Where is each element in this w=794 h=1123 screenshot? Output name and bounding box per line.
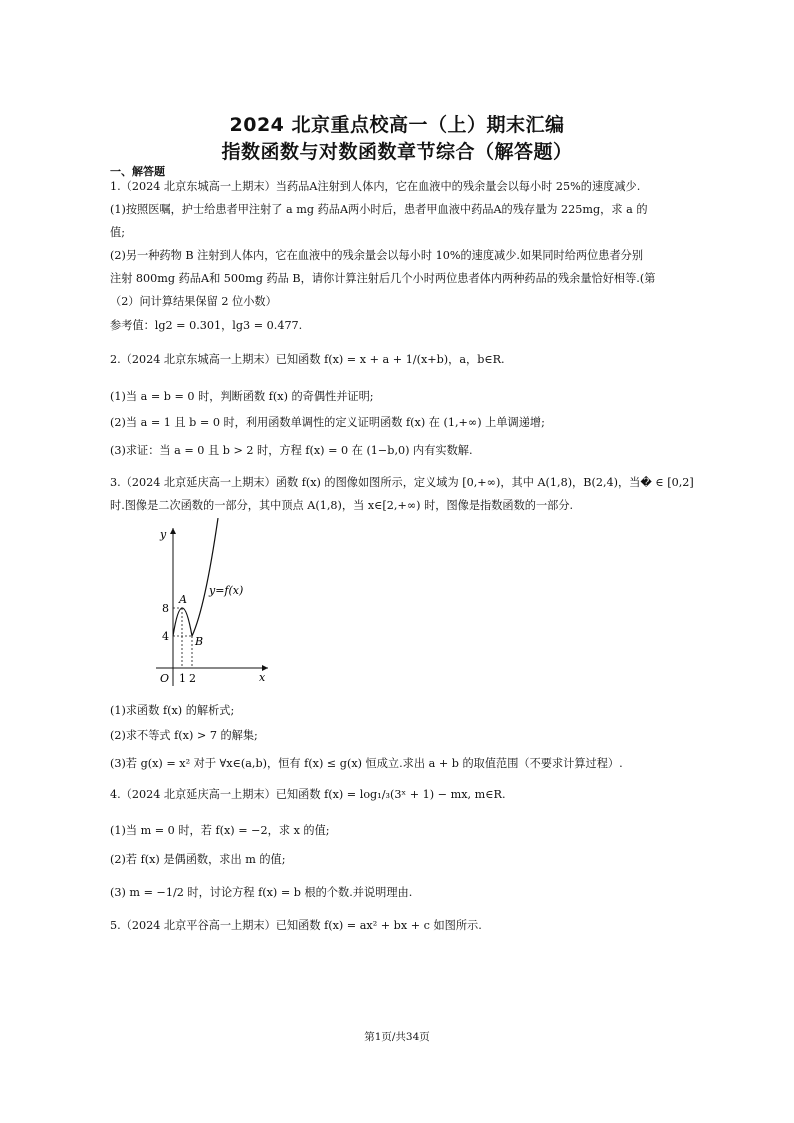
problem-1-part-1-cont: 值; (110, 226, 125, 239)
problem-1-part-2-cont: 注射 800mg 药品A和 500mg 药品 B，请你计算注射后几个小时两位患者体内两种药品的残余量恰好相等.(第 (110, 272, 656, 285)
point-b-label: B (195, 635, 204, 648)
function-graph (150, 518, 280, 690)
y-tick-4: 4 (162, 630, 169, 643)
point-a-label: A (179, 593, 187, 606)
section-label: 一、解答题 (110, 165, 165, 178)
problem-1-reference: 参考值：lg2 = 0.301，lg3 = 0.477. (110, 319, 303, 332)
problem-1-part-2-note: （2）问计算结果保留 2 位小数） (110, 295, 277, 308)
x-tick-2: 2 (189, 672, 196, 685)
function-curve (173, 518, 218, 636)
page-footer: 第1页/共34页 (364, 1031, 430, 1043)
problem-2-part-1: (1)当 a = b = 0 时，判断函数 f(x) 的奇偶性并证明; (110, 390, 374, 403)
problem-3-part-2: (2)求不等式 f(x) > 7 的解集; (110, 729, 258, 742)
x-axis-label: x (259, 671, 266, 684)
problem-1-intro: 1.（2024 北京东城高一上期末）当药品A注射到人体内，它在血液中的残余量会以每小时 25%的速度减少. (110, 180, 641, 193)
problem-3-intro-cont: 时.图像是二次函数的一部分，其中顶点 A(1,8)，当 x∈[2,+∞) 时，图像是指数函数的一部分. (110, 499, 574, 512)
problem-1-part-2: (2)另一种药物 B 注射到人体内，它在血液中的残余量会以每小时 10%的速度减少.如果同时给两位患者分别 (110, 249, 644, 262)
problem-2-intro: 2.（2024 北京东城高一上期末）已知函数 f(x) = x + a + 1/(x+b)，a，b∈R. (110, 353, 505, 366)
origin-label: O (160, 672, 170, 685)
problem-4-part-1: (1)当 m = 0 时，若 f(x) = −2，求 x 的值; (110, 824, 330, 837)
problem-4-intro: 4.（2024 北京延庆高一上期末）已知函数 f(x) = log₁/₃(3ˣ + 1) − mx, m∈R. (110, 788, 506, 801)
problem-3-part-3: (3)若 g(x) = x² 对于 ∀x∈(a,b)，恒有 f(x) ≤ g(x) 恒成立.求出 a + b 的取值范围（不要求计算过程）. (110, 757, 623, 770)
x-tick-1: 1 (179, 672, 186, 685)
problem-5-intro: 5.（2024 北京平谷高一上期末）已知函数 f(x) = ax² + bx + c 如图所示. (110, 919, 482, 932)
y-tick-8: 8 (162, 602, 169, 615)
y-axis-label: y (160, 528, 167, 541)
problem-2-part-3: (3)求证：当 a = 0 且 b > 2 时，方程 f(x) = 0 在 (1−b,0) 内有实数解. (110, 444, 473, 457)
problem-3-intro: 3.（2024 北京延庆高一上期末）函数 f(x) 的图像如图所示，定义域为 [0,+∞)，其中 A(1,8)，B(2,4)，当� ∈ [0,2] (110, 476, 694, 489)
problem-4-part-3: (3) m = −1/2 时，讨论方程 f(x) = b 根的个数.并说明理由. (110, 886, 413, 899)
document-title-line2: 指数函数与对数函数章节综合（解答题） (221, 141, 573, 163)
problem-4-part-2: (2)若 f(x) 是偶函数，求出 m 的值; (110, 853, 286, 866)
curve-label: y=f(x) (209, 584, 244, 597)
problem-3-part-1: (1)求函数 f(x) 的解析式; (110, 704, 235, 717)
document-title-line1: 2024 北京重点校高一（上）期末汇编 (229, 114, 565, 136)
problem-1-part-1: (1)按照医嘱，护士给患者甲注射了 a mg 药品A两小时后，患者甲血液中药品A的残存量为 225mg，求 a 的 (110, 203, 648, 216)
problem-2-part-2: (2)当 a = 1 且 b = 0 时，利用函数单调性的定义证明函数 f(x) 在 (1,+∞) 上单调递增; (110, 416, 545, 429)
